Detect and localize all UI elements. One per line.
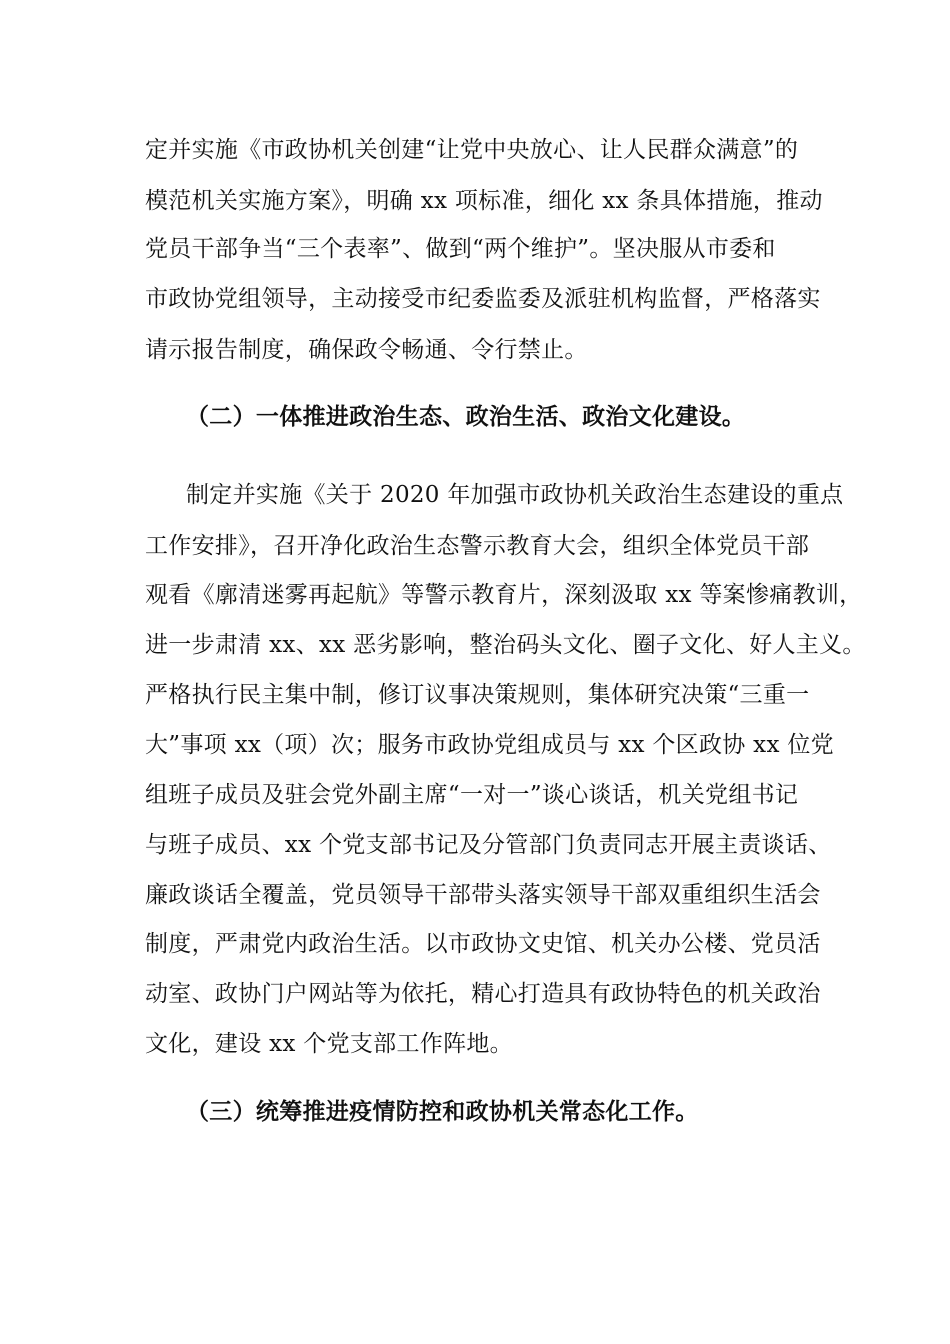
paragraph-1-line-5: 请示报告制度，确保政令畅通、令行禁止。: [145, 337, 588, 363]
paragraph-2-line-8: 与班子成员、xx 个党支部书记及分管部门负责同志开展主责谈话、: [145, 832, 832, 858]
paragraph-2-line-4: 进一步肃清 xx、xx 恶劣影响，整治码头文化、圈子文化、好人主义。: [145, 632, 866, 658]
paragraph-2-line-3: 观看《廓清迷雾再起航》等警示教育片，深刻汲取 xx 等案惨痛教训，: [145, 582, 863, 608]
paragraph-1-line-4: 市政协党组领导，主动接受市纪委监委及派驻机构监督，严格落实: [145, 286, 821, 312]
paragraph-2-line-9: 廉政谈话全覆盖，党员领导干部带头落实领导干部双重组织生活会: [145, 882, 821, 908]
paragraph-2-line-10: 制度，严肃党内政治生活。以市政协文史馆、机关办公楼、党员活: [145, 931, 821, 957]
section-heading-3: （三）统筹推进疫情防控和政协机关常态化工作。: [186, 1098, 699, 1125]
paragraph-2-line-1: 制定并实施《关于 2020 年加强市政协机关政治生态建设的重点: [186, 482, 844, 508]
paragraph-2-line-7: 组班子成员及驻会党外副主席“一对一”谈心谈话，机关党组书记: [145, 782, 799, 808]
paragraph-1-line-1: 定并实施《市政协机关创建“让党中央放心、让人民群众满意”的: [145, 137, 799, 163]
paragraph-2-line-11: 动室、政协门户网站等为依托，精心打造具有政协特色的机关政治: [145, 981, 821, 1007]
paragraph-2-line-2: 工作安排》，召开净化政治生态警示教育大会，组织全体党员干部: [145, 533, 810, 559]
paragraph-2-line-12: 文化，建设 xx 个党支部工作阵地。: [145, 1031, 513, 1057]
paragraph-2-line-6: 大”事项 xx（项）次；服务市政协党组成员与 xx 个区政协 xx 位党: [145, 732, 834, 758]
paragraph-2-line-5: 严格执行民主集中制，修订议事决策规则，集体研究决策“三重一: [145, 682, 810, 708]
paragraph-1-line-2: 模范机关实施方案》，明确 xx 项标准，细化 xx 条具体措施，推动: [145, 188, 823, 214]
section-heading-2: （二）一体推进政治生态、政治生活、政治文化建设。: [186, 403, 746, 430]
paragraph-1-line-3: 党员干部争当“三个表率”、做到“两个维护”。坚决服从市委和: [145, 236, 776, 262]
